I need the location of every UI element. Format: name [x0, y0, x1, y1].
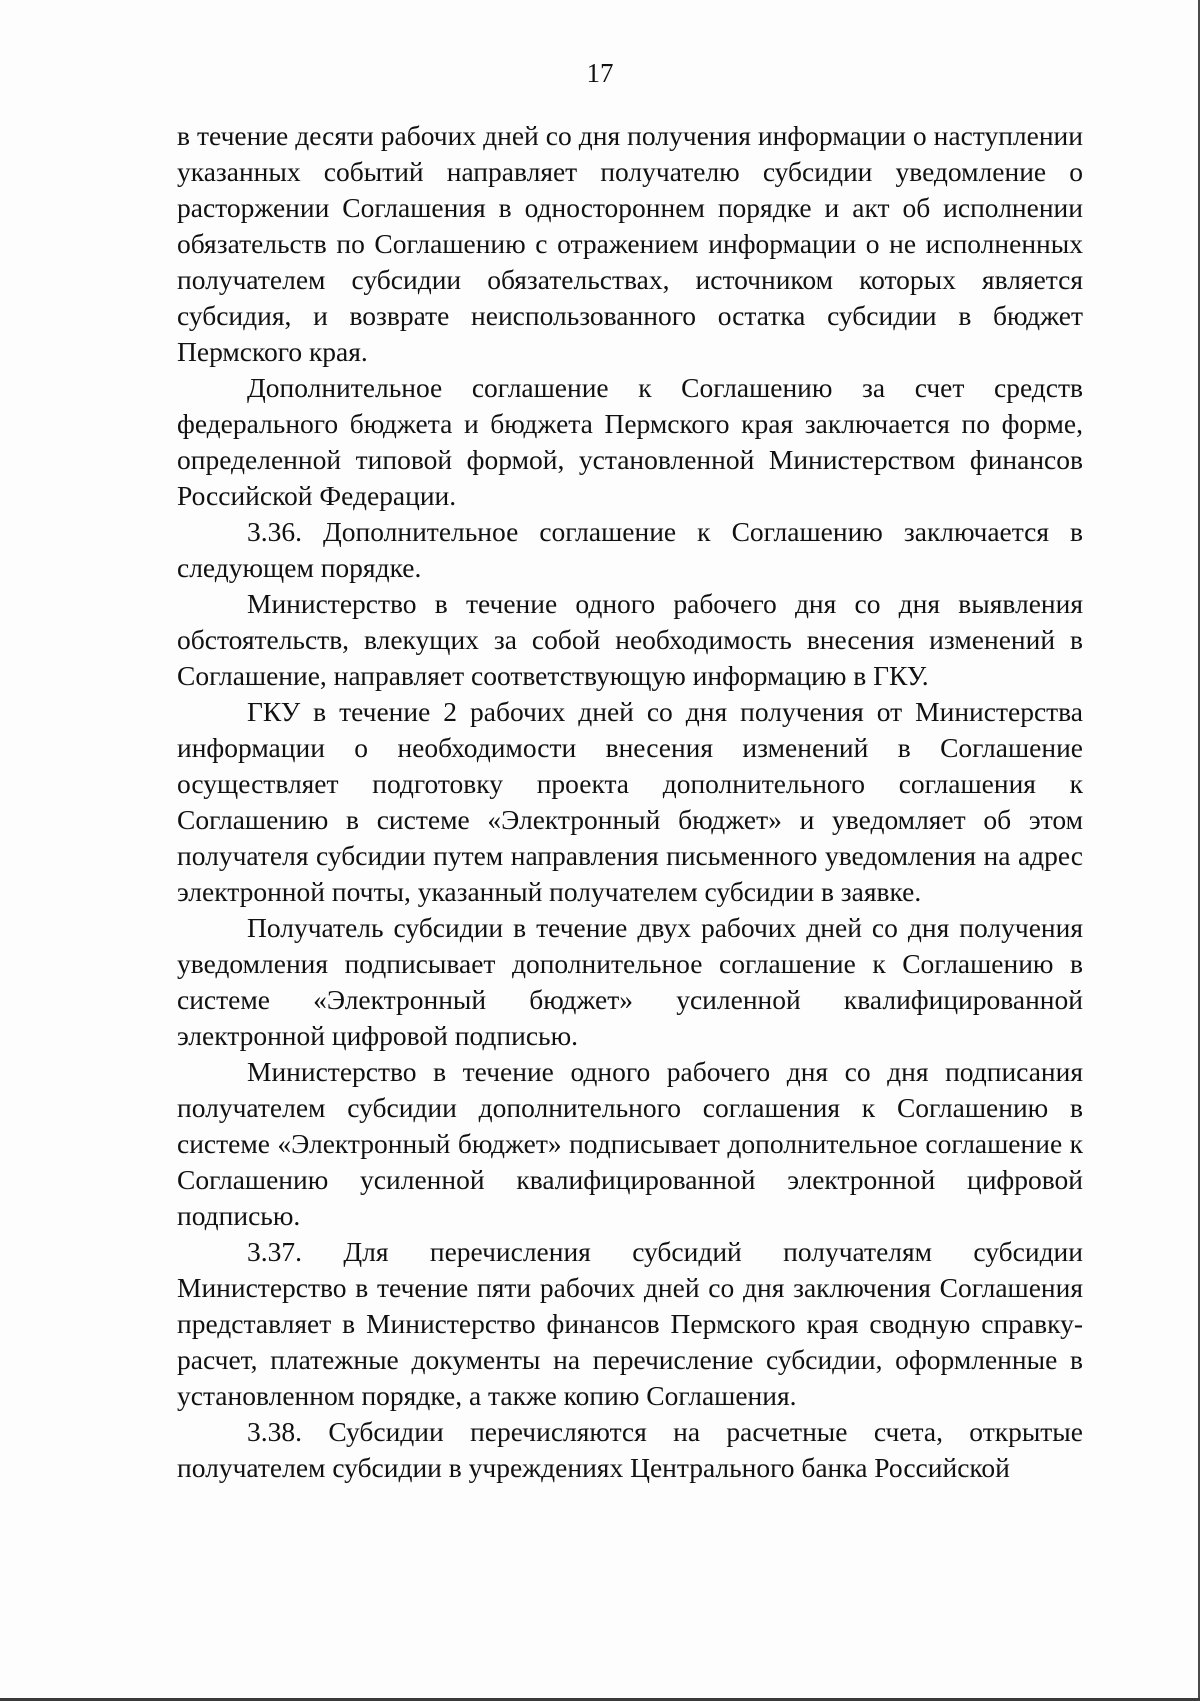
paragraph: Министерство в течение одного рабочего дня со дня выявления обстоятельств, влекущих за собой необходимость внесения изменений в Соглашение, направляет соответствующую информацию в ГКУ.: [177, 588, 1083, 691]
paragraph: Получатель субсидии в течение двух рабочих дней со дня получения уведомления подписывает дополнительное соглашение к Соглашению в системе «Электронный бюджет» усиленной квалифицированной электронной цифровой подписью.: [177, 912, 1083, 1051]
page-number: 17: [586, 58, 614, 88]
paragraph: Министерство в течение одного рабочего дня со дня подписания получателем субсидии дополнительного соглашения к Соглашению в системе «Электронный бюджет» подписывает дополнительное соглашение к Соглашению усиленной квалифицированной электронной цифровой подписью.: [177, 1056, 1083, 1231]
paragraph: ГКУ в течение 2 рабочих дней со дня получения от Министерства информации о необходимости внесения изменений в Соглашение осуществляет подготовку проекта дополнительного соглашения к Соглашению в системе «Электронный бюджет» и уведомляет об этом получателя субсидии путем направления письменного уведомления на адрес электронной почты, указанный получателем субсидии в заявке.: [177, 696, 1083, 907]
paragraph-section-3-38: 3.38. Субсидии перечисляются на расчетные счета, открытые получателем субсидии в учреждениях Центрального банка Российской: [177, 1416, 1083, 1483]
paragraph-section-3-36: 3.36. Дополнительное соглашение к Соглашению заключается в следующем порядке.: [177, 516, 1083, 583]
document-body: [177, 118, 1083, 1486]
paragraph: в течение десяти рабочих дней со дня получения информации о наступлении указанных событий направляет получателю субсидии уведомление о расторжении Соглашения в одностороннем порядке и акт об исполнении обязательств по Соглашению с отражением информации о не исполненных получателем субсидии обязательствах, источником которых является субсидия, и возврате неиспользованного остатка субсидии в бюджет Пермского края.: [177, 120, 1083, 367]
paragraph-section-3-37: 3.37. Для перечисления субсидий получателям субсидии Министерство в течение пяти рабочих дней со дня заключения Соглашения представляет в Министерство финансов Пермского края сводную справку-расчет, платежные документы на перечисление субсидии, оформленные в установленном порядке, а также копию Соглашения.: [177, 1236, 1083, 1411]
paragraph: Дополнительное соглашение к Соглашению за счет средств федерального бюджета и бюджета Пермского края заключается по форме, определенной типовой формой, установленной Министерством финансов Российской Федерации.: [177, 372, 1083, 511]
